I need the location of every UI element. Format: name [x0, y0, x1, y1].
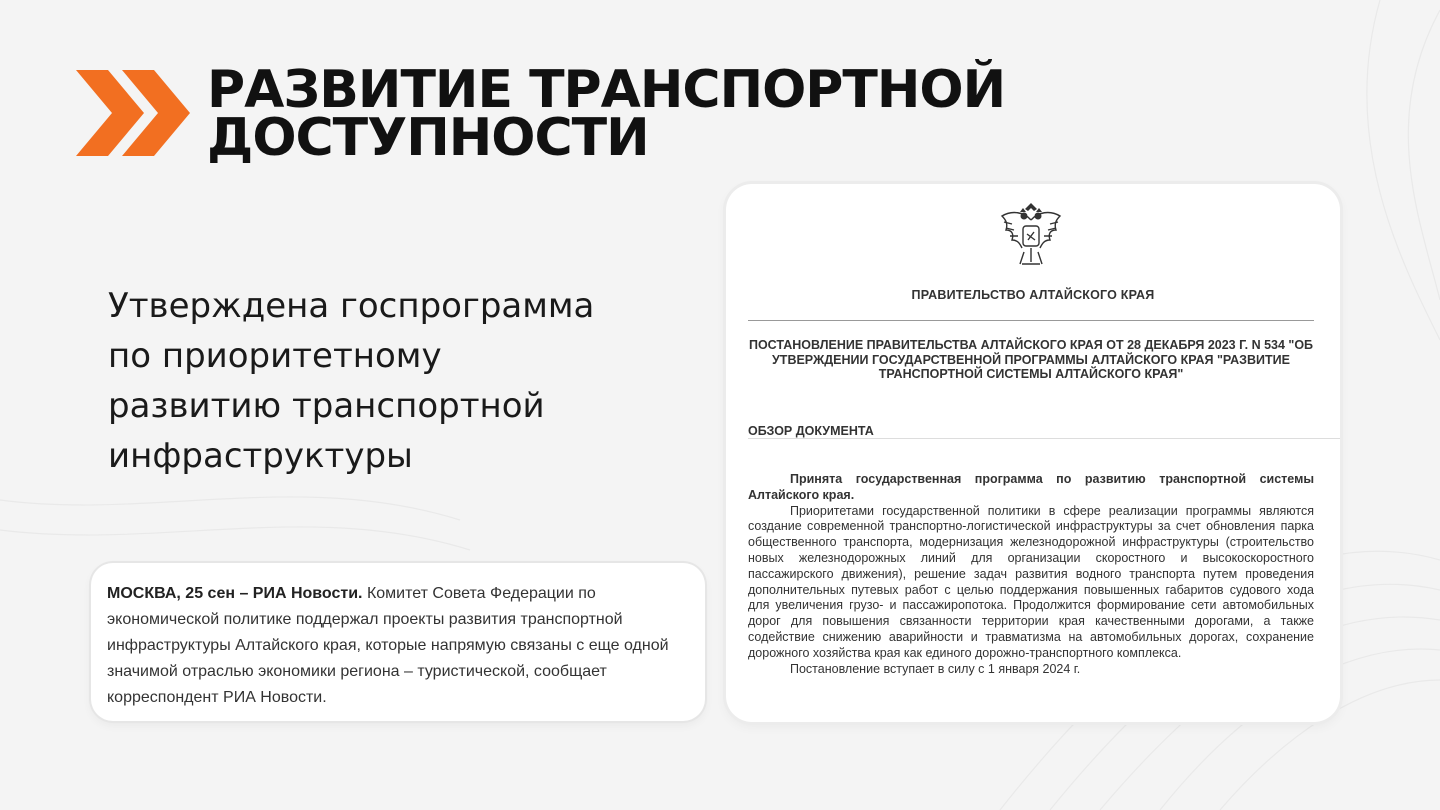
- divider: [748, 320, 1314, 321]
- document-effective-date: Постановление вступает в силу с 1 января 2024 г.: [790, 661, 1081, 676]
- news-excerpt-text: [107, 581, 689, 711]
- slide-title: [207, 60, 1006, 168]
- lead-line: развитию транспортной: [108, 386, 545, 426]
- slide-lead-text: [108, 281, 668, 481]
- slide-title-line-2: ДОСТУПНОСТИ: [207, 108, 649, 168]
- document-paragraph: Приоритетами государственной политики в сфере реализации программы являются создание современной транспортно-логистической инфраструктуры за счет обновления парка общественного транспорта, модернизация железнодорожной инфраструктуры (строительство новых железнодорожных линий для организации скоростного и высокоскоростного пассажирского движения), решение задач развития водного транспорта путем проведения дополнительных путевых работ с целью поддержания повышенных габаритов судового хода для увеличения грузо- и пассажиропотока. Продолжится формирование сети автомобильных дорог для повышения связанности территории края качественными дорогами, а также содействие снижению аварийности и травматизма на автомобильных дорогах, сохранение дорожного хозяйства края как единого дорожно-транспортного комплекса.: [748, 503, 1314, 660]
- double-chevron-icon: [76, 70, 190, 156]
- overview-heading: ОБЗОР ДОКУМЕНТА: [748, 424, 874, 438]
- slide-title-line-1: РАЗВИТИЕ ТРАНСПОРТНОЙ: [207, 60, 1006, 120]
- lead-line: Утверждена госпрограмма: [108, 286, 595, 326]
- document-body: [748, 472, 1314, 677]
- government-name: ПРАВИТЕЛЬСТВО АЛТАЙСКОГО КРАЯ: [911, 288, 1155, 302]
- lead-line: по приоритетному: [108, 336, 442, 376]
- document-screenshot-card: [726, 184, 1340, 722]
- news-excerpt-card: [91, 563, 705, 721]
- document-summary: Принята государственная программа по развитию транспортной системы Алтайского края.: [748, 472, 1314, 502]
- lead-line: инфраструктуры: [108, 436, 413, 476]
- news-body: Комитет Совета Федерации по экономической политике поддержал проекты развития транспортной инфраструктуры Алтайского края, которые напрямую связаны с еще одной значимой отраслью экономики региона – туристической, сообщает корреспондент РИА Новости.: [107, 585, 669, 706]
- decree-title: ПОСТАНОВЛЕНИЕ ПРАВИТЕЛЬСТВА АЛТАЙСКОГО КРАЯ ОТ 28 ДЕКАБРЯ 2023 Г. N 534 "ОБ УТВЕРЖДЕНИИ ГОСУДАРСТВЕННОЙ ПРОГРАММЫ АЛТАЙСКОГО КРАЯ "РАЗВИТИЕ ТРАНСПОРТНОЙ СИСТЕМЫ АЛТАЙСКОГО КРАЯ": [748, 338, 1314, 381]
- coat-of-arms-icon: [998, 200, 1064, 270]
- divider: [748, 438, 1340, 439]
- news-dateline: МОСКВА, 25 сен – РИА Новости.: [107, 585, 363, 602]
